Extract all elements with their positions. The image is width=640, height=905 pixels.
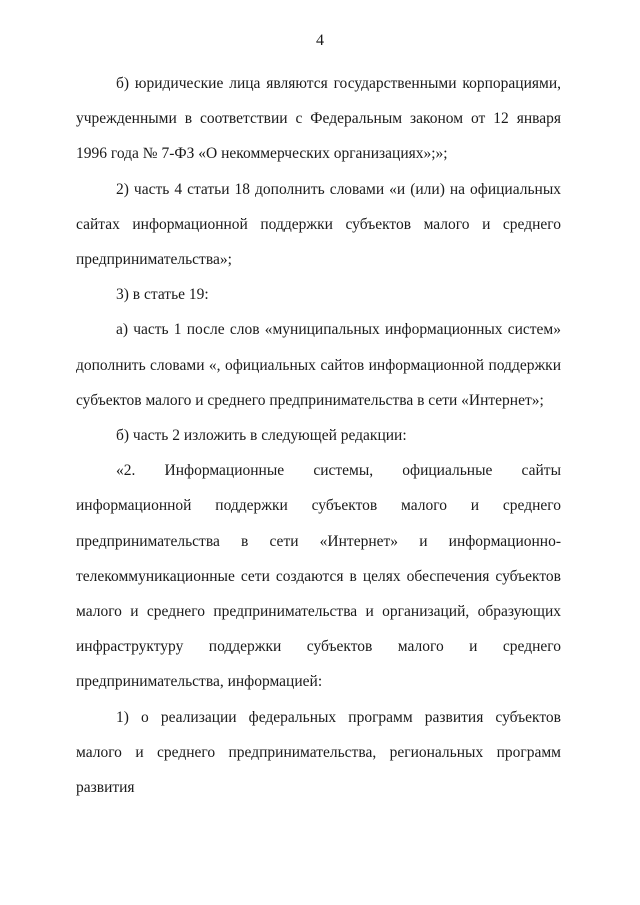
- paragraph-item-1-federal-programs: 1) о реализации федеральных программ развития субъектов малого и среднего предпринимательства, региональных программ развития: [76, 708, 561, 797]
- paragraph-item-a-part-1: а) часть 1 после слов «муниципальных информационных систем» дополнить словами «, официальных сайтов информационной поддержки субъектов малого и среднего предпринимательства в сети «Интернет»;: [76, 321, 561, 409]
- paragraph-item-b-legal-entities: б) юридические лица являются государственными корпорациями, учрежденными в соответствии с Федеральным законом от 12 января 1996 года № 7-ФЗ «О некоммерческих организациях»;»;: [76, 75, 561, 163]
- paragraph-item-b-part-2: б) часть 2 изложить в следующей редакции:: [116, 427, 407, 445]
- paragraph-new-wording-part-2: «2. Информационные системы, официальные сайты информационной поддержки субъектов малого и среднего предпринимательства в сети «Интернет» и информационно-телекоммуникационные сети создаются в целях обеспечения субъектов малого и среднего предпринимательства и организаций, образующих инфраструктуру поддержки субъектов малого и среднего предпринимательства, информацией:: [76, 462, 561, 691]
- page-number: 4: [316, 32, 324, 49]
- paragraph-item-3-article-19: 3) в статье 19:: [116, 286, 209, 304]
- paragraph-item-2-part-4-article-18: 2) часть 4 статьи 18 дополнить словами «и (или) на официальных сайтах информационной поддержки субъектов малого и среднего предпринимательства»;: [76, 180, 561, 269]
- document-body: [76, 66, 561, 805]
